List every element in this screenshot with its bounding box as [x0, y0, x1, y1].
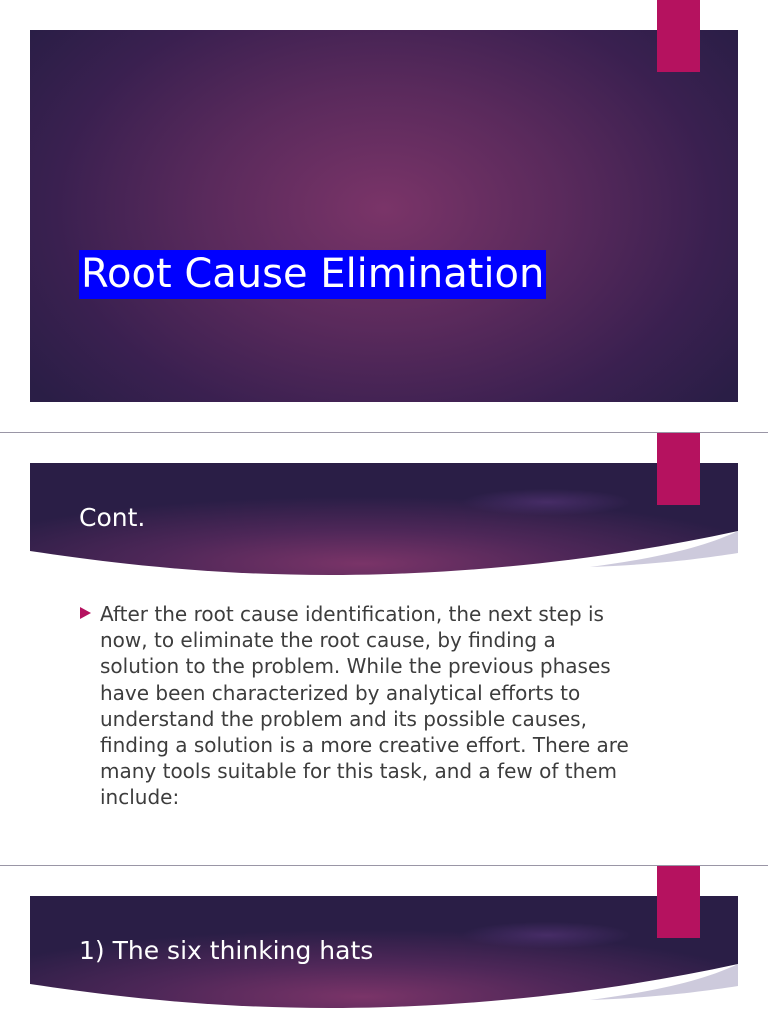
- slide-3: [0, 866, 768, 1024]
- accent-tab: [657, 866, 700, 938]
- slide-heading: Cont.: [79, 503, 146, 532]
- accent-tab: [657, 0, 700, 72]
- bullet-item: [80, 601, 640, 811]
- title-banner: [30, 30, 738, 402]
- accent-tab: [657, 433, 700, 505]
- slide-1: [0, 0, 768, 432]
- slide-heading: 1) The six thinking hats: [79, 936, 374, 965]
- triangle-bullet-icon: [80, 607, 91, 619]
- bullet-text: After the root cause identification, the next step is now, to eliminate the root cause, by finding a solution to the problem. While the previous phases have been characterized by analytical efforts to understand the problem and its possible causes, finding a solution is a more creative effort. There are many tools suitable for this task, and a few of them include:: [100, 602, 629, 810]
- slide-2: [0, 433, 768, 865]
- slide-title: Root Cause Elimination: [81, 251, 545, 297]
